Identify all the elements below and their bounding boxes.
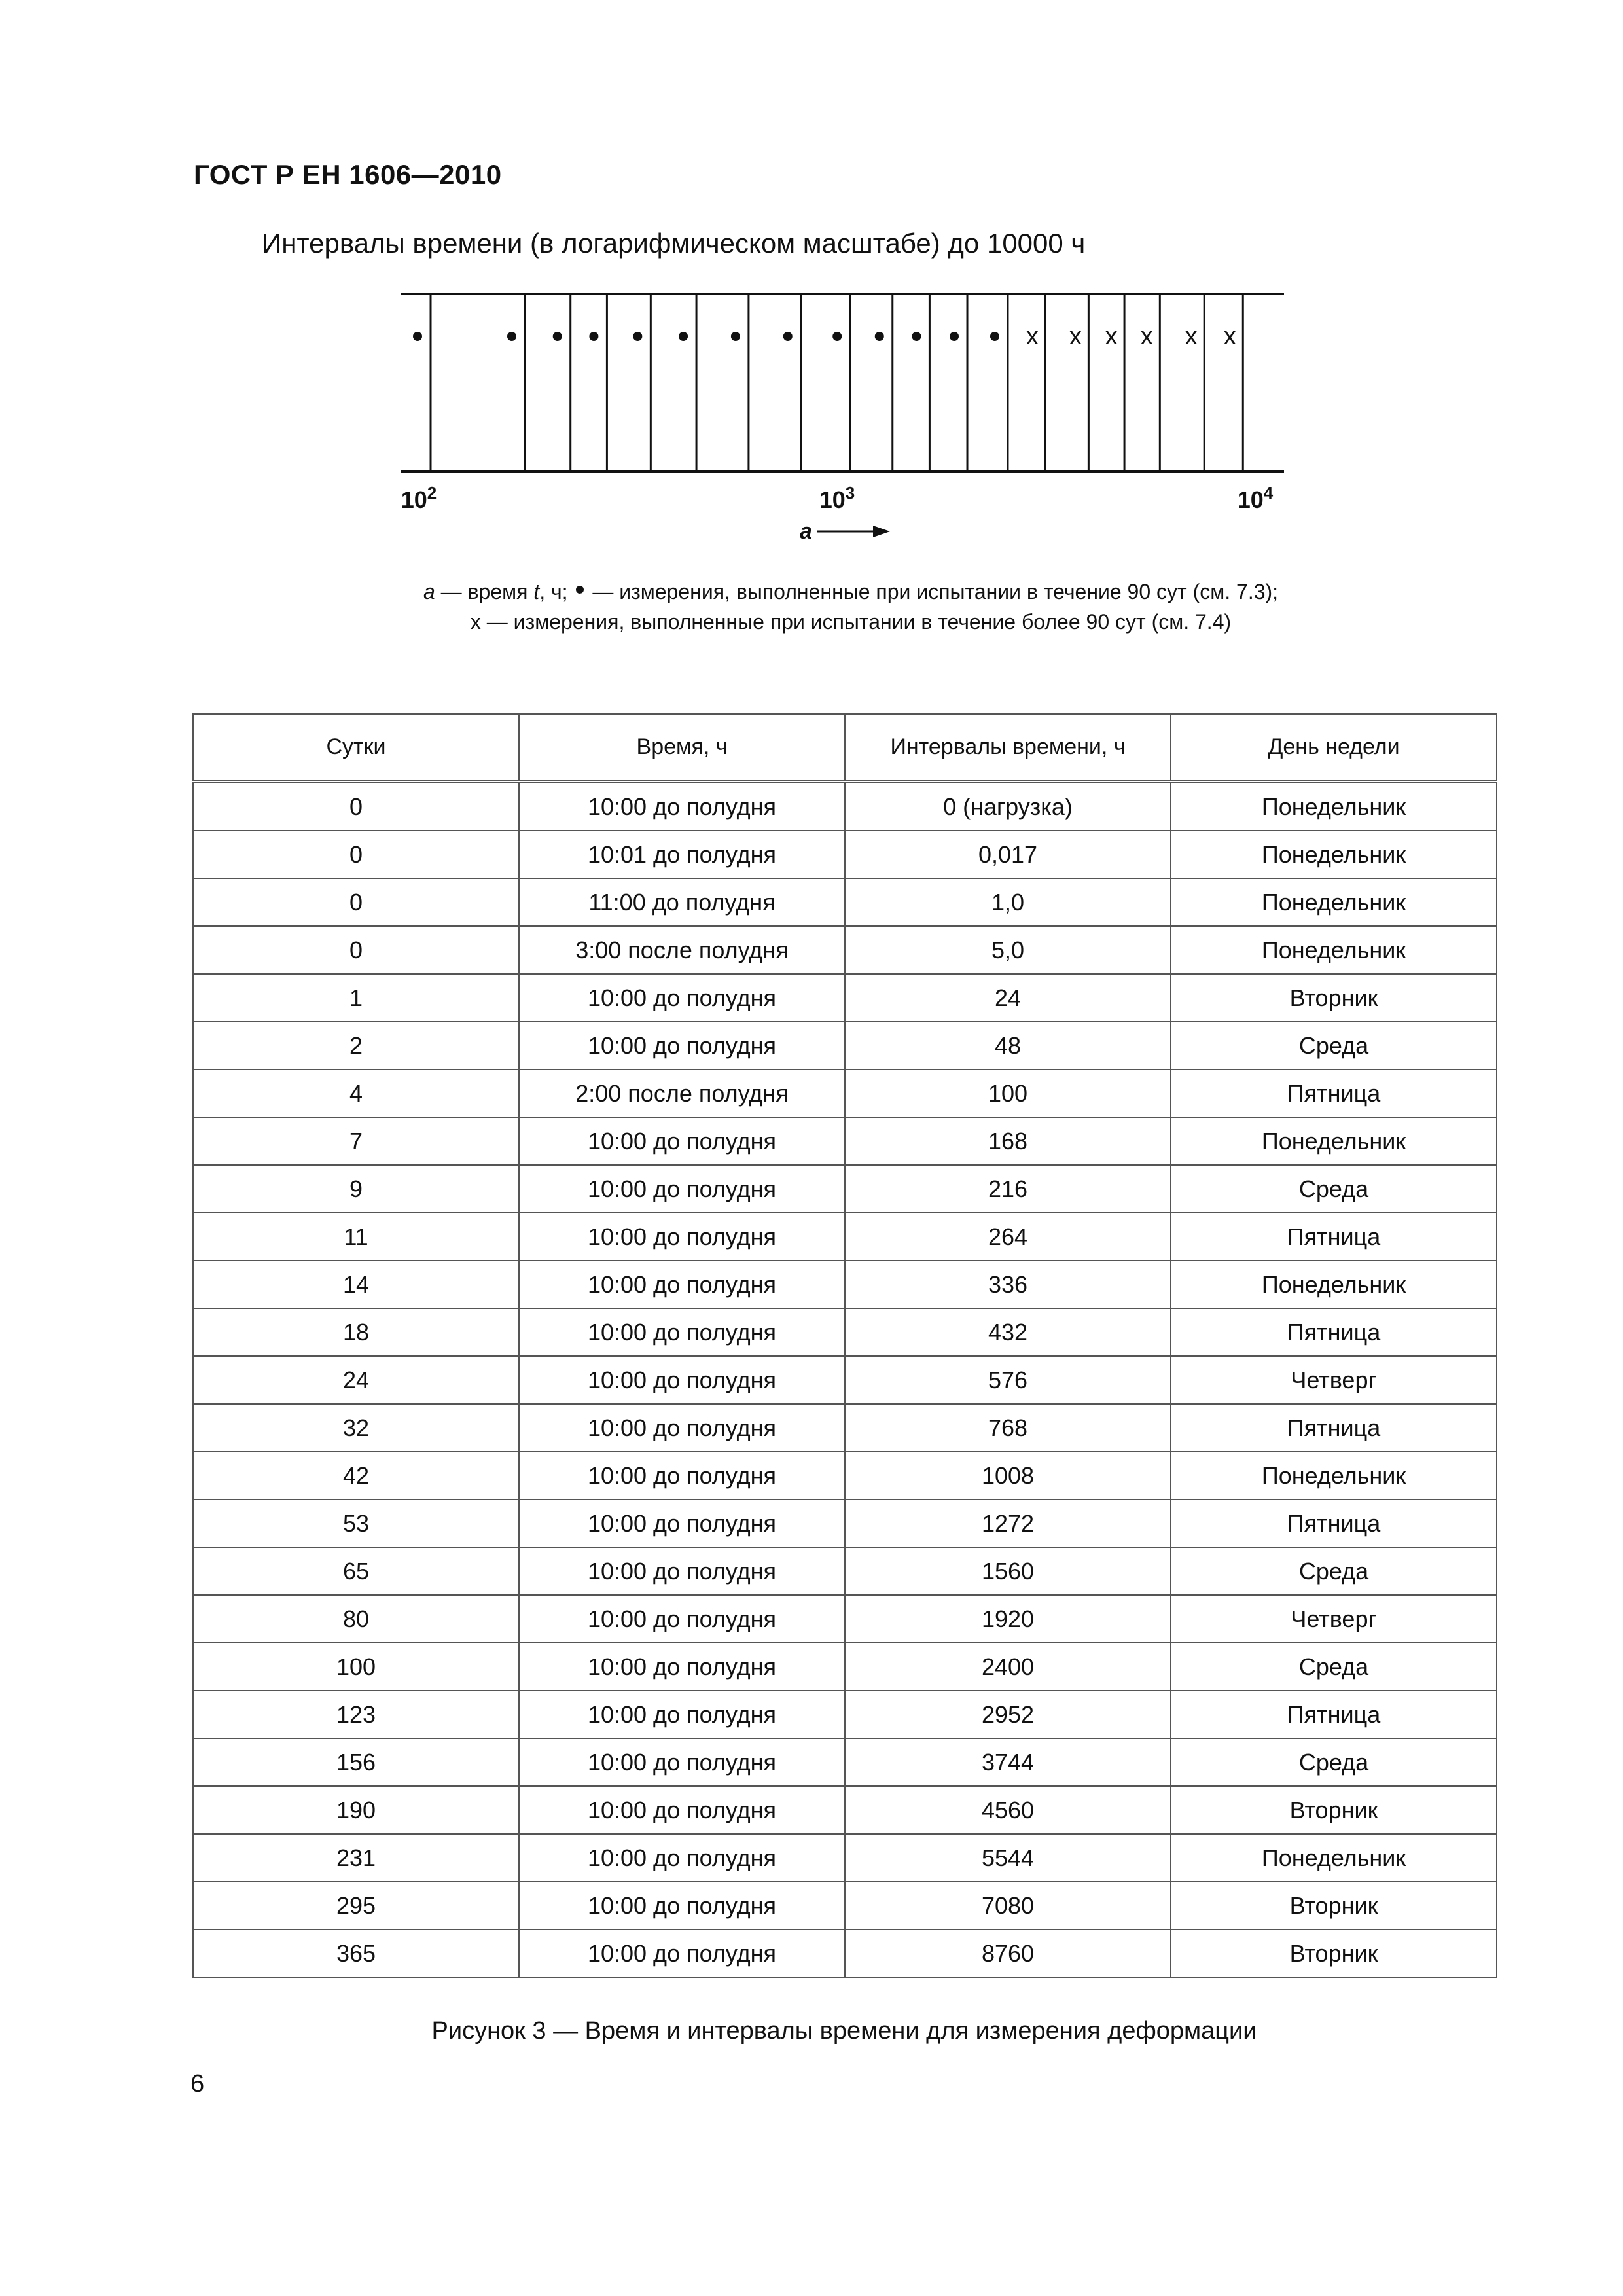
cell-weekday: Пятница	[1171, 1308, 1497, 1356]
data-point-dot	[731, 332, 740, 341]
cell-weekday: Вторник	[1171, 1929, 1497, 1977]
cell-days: 0	[193, 781, 519, 831]
cell-weekday: Пятница	[1171, 1213, 1497, 1261]
data-point-dot	[783, 332, 793, 341]
tick-exponent: 2	[427, 483, 437, 503]
legend-dot-icon	[576, 586, 584, 594]
data-point-dot	[912, 332, 921, 341]
cell-time: 10:00 до полудня	[519, 1595, 845, 1643]
cell-interval: 216	[845, 1165, 1171, 1213]
table-row	[193, 1929, 1497, 1977]
table-row	[193, 1022, 1497, 1069]
cell-weekday: Понедельник	[1171, 781, 1497, 831]
cell-days: 100	[193, 1643, 519, 1691]
cell-interval: 768	[845, 1404, 1171, 1452]
axis-label-group	[800, 519, 890, 544]
header-time: Время, ч	[519, 714, 845, 781]
cell-days: 365	[193, 1929, 519, 1977]
cell-time: 10:00 до полудня	[519, 1738, 845, 1786]
cell-days: 14	[193, 1261, 519, 1308]
cell-interval: 5544	[845, 1834, 1171, 1882]
data-point-dot	[832, 332, 842, 341]
cell-days: 2	[193, 1022, 519, 1069]
table-body	[193, 781, 1497, 1977]
cell-days: 295	[193, 1882, 519, 1929]
cell-weekday: Понедельник	[1171, 1834, 1497, 1882]
cell-weekday: Среда	[1171, 1022, 1497, 1069]
data-point-dot	[990, 332, 999, 341]
axis-arrow-head	[873, 526, 890, 537]
legend-unit: , ч;	[539, 580, 574, 603]
document-code-header: ГОСТ Р ЕН 1606—2010	[194, 159, 502, 190]
table-row	[193, 1308, 1497, 1356]
cell-interval: 336	[845, 1261, 1171, 1308]
cell-days: 80	[193, 1595, 519, 1643]
cell-time: 10:00 до полудня	[519, 1022, 845, 1069]
cell-days: 4	[193, 1069, 519, 1117]
data-point-x: x	[1069, 323, 1082, 350]
cell-weekday: Среда	[1171, 1165, 1497, 1213]
table-row	[193, 1404, 1497, 1452]
data-point-dot	[950, 332, 959, 341]
cell-interval: 3744	[845, 1738, 1171, 1786]
cell-interval: 1272	[845, 1499, 1171, 1547]
cell-weekday: Вторник	[1171, 974, 1497, 1022]
cell-time: 10:00 до полудня	[519, 1308, 845, 1356]
table-row	[193, 1356, 1497, 1404]
cell-days: 0	[193, 878, 519, 926]
data-point-dot	[507, 332, 516, 341]
cell-days: 190	[193, 1786, 519, 1834]
table-header-row	[193, 714, 1497, 781]
cell-days: 53	[193, 1499, 519, 1547]
measurement-schedule-table	[192, 713, 1497, 1978]
cell-days: 123	[193, 1691, 519, 1738]
cell-time: 3:00 после полудня	[519, 926, 845, 974]
cell-time: 10:00 до полудня	[519, 1261, 845, 1308]
cell-interval: 1008	[845, 1452, 1171, 1499]
cell-interval: 264	[845, 1213, 1171, 1261]
data-point-dot	[553, 332, 562, 341]
cell-weekday: Пятница	[1171, 1069, 1497, 1117]
tick-label	[1238, 483, 1274, 513]
cell-time: 10:00 до полудня	[519, 1452, 845, 1499]
cell-weekday: Среда	[1171, 1738, 1497, 1786]
tick-label	[401, 483, 437, 513]
cell-days: 0	[193, 831, 519, 878]
cell-weekday: Среда	[1171, 1547, 1497, 1595]
cell-interval: 432	[845, 1308, 1171, 1356]
cell-time: 10:00 до полудня	[519, 1786, 845, 1834]
cell-weekday: Среда	[1171, 1643, 1497, 1691]
cell-days: 9	[193, 1165, 519, 1213]
table-row	[193, 1882, 1497, 1929]
data-point-x: x	[1105, 323, 1118, 350]
table-row	[193, 1643, 1497, 1691]
cell-time: 10:00 до полудня	[519, 1117, 845, 1165]
cell-time: 10:00 до полудня	[519, 974, 845, 1022]
table-row	[193, 831, 1497, 878]
cell-interval: 5,0	[845, 926, 1171, 974]
data-point-dot	[633, 332, 642, 341]
cell-weekday: Пятница	[1171, 1404, 1497, 1452]
table-row	[193, 1117, 1497, 1165]
page-number: 6	[190, 2070, 205, 2098]
cell-time: 2:00 после полудня	[519, 1069, 845, 1117]
cell-time: 10:00 до полудня	[519, 1356, 845, 1404]
cell-weekday: Пятница	[1171, 1691, 1497, 1738]
cell-days: 24	[193, 1356, 519, 1404]
cell-days: 11	[193, 1213, 519, 1261]
cell-days: 18	[193, 1308, 519, 1356]
header-days: Сутки	[193, 714, 519, 781]
cell-time: 10:00 до полудня	[519, 1499, 845, 1547]
cell-time: 10:00 до полудня	[519, 1882, 845, 1929]
table-row	[193, 1691, 1497, 1738]
cell-interval: 1920	[845, 1595, 1171, 1643]
cell-weekday: Понедельник	[1171, 1117, 1497, 1165]
cell-days: 42	[193, 1452, 519, 1499]
cell-time: 10:00 до полудня	[519, 781, 845, 831]
cell-interval: 2400	[845, 1643, 1171, 1691]
cell-time: 10:00 до полудня	[519, 1691, 845, 1738]
cell-interval: 24	[845, 974, 1171, 1022]
cell-time: 10:00 до полудня	[519, 1165, 845, 1213]
cell-weekday: Понедельник	[1171, 1452, 1497, 1499]
cell-interval: 4560	[845, 1786, 1171, 1834]
header-intervals: Интервалы времени, ч	[845, 714, 1171, 781]
cell-days: 7	[193, 1117, 519, 1165]
data-point-dot	[589, 332, 598, 341]
cell-weekday: Понедельник	[1171, 878, 1497, 926]
legend-dot-text: — измерения, выполненные при испытании в течение 90 сут (см. 7.3);	[586, 580, 1279, 603]
cell-interval: 0 (нагрузка)	[845, 781, 1171, 831]
cell-weekday: Понедельник	[1171, 831, 1497, 878]
figure-bottom-caption: Рисунок 3 — Время и интервалы времени для измерения деформации	[431, 2017, 1257, 2045]
legend-a: a	[423, 580, 435, 603]
cell-time: 10:00 до полудня	[519, 1213, 845, 1261]
table-row	[193, 926, 1497, 974]
cell-weekday: Четверг	[1171, 1595, 1497, 1643]
log-time-scale-chart	[0, 0, 1623, 576]
legend-t: t	[533, 580, 540, 603]
cell-weekday: Вторник	[1171, 1882, 1497, 1929]
cell-interval: 1560	[845, 1547, 1171, 1595]
tick-base: 10	[1237, 486, 1264, 513]
cell-days: 1	[193, 974, 519, 1022]
figure-top-caption: Интервалы времени (в логарифмическом масштабе) до 10000 ч	[262, 228, 1086, 259]
tick-exponent: 3	[845, 483, 855, 503]
cell-interval: 0,017	[845, 831, 1171, 878]
data-point-dot	[875, 332, 884, 341]
cell-interval: 7080	[845, 1882, 1171, 1929]
cell-time: 10:01 до полудня	[519, 831, 845, 878]
table-row	[193, 1069, 1497, 1117]
cell-interval: 576	[845, 1356, 1171, 1404]
table-row	[193, 781, 1497, 831]
table-row	[193, 1738, 1497, 1786]
cell-time: 10:00 до полудня	[519, 1643, 845, 1691]
cell-time: 10:00 до полудня	[519, 1834, 845, 1882]
header-weekday: День недели	[1171, 714, 1497, 781]
legend-x-text: x — измерения, выполненные при испытании в течение более 90 сут (см. 7.4)	[470, 610, 1232, 634]
cell-days: 156	[193, 1738, 519, 1786]
cell-days: 65	[193, 1547, 519, 1595]
legend-line-2	[0, 610, 1623, 634]
table-row	[193, 1499, 1497, 1547]
cell-time: 10:00 до полудня	[519, 1547, 845, 1595]
table-row	[193, 1452, 1497, 1499]
cell-weekday: Понедельник	[1171, 1261, 1497, 1308]
cell-days: 32	[193, 1404, 519, 1452]
tick-base: 10	[819, 486, 846, 513]
cell-interval: 100	[845, 1069, 1171, 1117]
data-point-dot	[413, 332, 422, 341]
tick-exponent: 4	[1263, 483, 1274, 503]
cell-interval: 8760	[845, 1929, 1171, 1977]
data-point-x: x	[1185, 323, 1198, 350]
data-point-x: x	[1026, 323, 1039, 350]
cell-weekday: Четверг	[1171, 1356, 1497, 1404]
cell-time: 11:00 до полудня	[519, 878, 845, 926]
legend-line-1	[0, 580, 1623, 604]
cell-weekday: Понедельник	[1171, 926, 1497, 974]
cell-interval: 168	[845, 1117, 1171, 1165]
measurement-lines	[431, 294, 1243, 471]
cell-days: 0	[193, 926, 519, 974]
data-point-dot	[679, 332, 688, 341]
tick-labels	[401, 483, 1274, 513]
cell-weekday: Пятница	[1171, 1499, 1497, 1547]
table-row	[193, 878, 1497, 926]
data-point-x: x	[1223, 323, 1236, 350]
table-row	[193, 1834, 1497, 1882]
cell-weekday: Вторник	[1171, 1786, 1497, 1834]
cell-time: 10:00 до полудня	[519, 1404, 845, 1452]
legend-time: — время	[435, 580, 534, 603]
tick-label	[819, 483, 855, 513]
axis-label-a: a	[800, 519, 812, 544]
table-row	[193, 1213, 1497, 1261]
tick-base: 10	[401, 486, 427, 513]
table-row	[193, 1547, 1497, 1595]
table-row	[193, 1595, 1497, 1643]
table-row	[193, 1786, 1497, 1834]
cell-interval: 2952	[845, 1691, 1171, 1738]
table-row	[193, 974, 1497, 1022]
cell-days: 231	[193, 1834, 519, 1882]
measurement-markers	[413, 323, 1236, 350]
cell-interval: 48	[845, 1022, 1171, 1069]
data-point-x: x	[1140, 323, 1153, 350]
cell-interval: 1,0	[845, 878, 1171, 926]
table-row	[193, 1165, 1497, 1213]
table-row	[193, 1261, 1497, 1308]
cell-time: 10:00 до полудня	[519, 1929, 845, 1977]
